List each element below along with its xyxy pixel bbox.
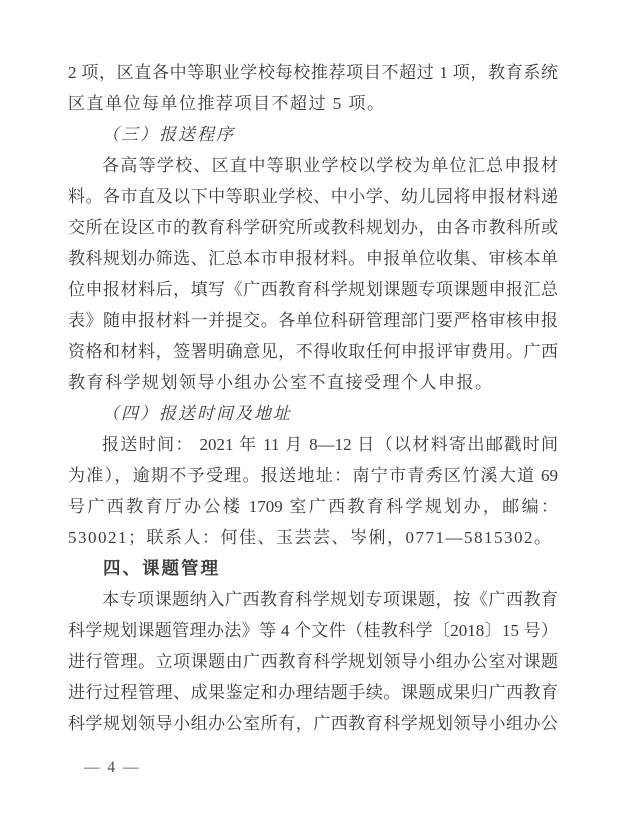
text-line: 2 项，区直各中等职业学校每校推荐项目不超过 1 项，教育系统 — [68, 63, 558, 82]
text-line: 表》随申报材料一并提交。各单位科研管理部门要严格审核申报 — [68, 311, 558, 330]
text-line: 号广西教育厅办公楼 1709 室广西教育科学规划办，邮编： — [68, 497, 558, 516]
document-text-block — [68, 57, 558, 739]
text-line: 教科规划办筛选、汇总本市申报材料。申报单位收集、审核本单 — [68, 249, 558, 268]
text-line: 资格和材料，签署明确意见，不得收取任何申报评审费用。广西 — [68, 342, 558, 361]
page-number: — 4 — — [84, 759, 141, 776]
text-line: 交所在设区市的教育科学研究所或教科规划办，由各市教科所或 — [68, 218, 558, 237]
text-line: 科学规划领导小组办公室所有，广西教育科学规划领导小组办公 — [68, 714, 558, 733]
text-line: 各高等学校、区直中等职业学校以学校为单位汇总申报材 — [102, 156, 558, 175]
text-line: 位申报材料后，填写《广西教育科学规划课题专项课题申报汇总 — [68, 280, 558, 299]
text-line: 料。各市直及以下中等职业学校、中小学、幼儿园将申报材料递 — [68, 187, 558, 206]
section-heading: （四）报送时间及地址 — [102, 404, 292, 423]
text-line: 530021；联系人：何佳、玉芸芸、岑俐，0771—5815302。 — [68, 528, 553, 547]
text-line: 报送时间： 2021 年 11 月 8—12 日（以材料寄出邮戳时间 — [102, 435, 558, 454]
text-line: 为准），逾期不予受理。报送地址：南宁市青秀区竹溪大道 69 — [68, 466, 558, 485]
text-line: 进行管理。立项课题由广西教育科学规划领导小组办公室对课题 — [68, 652, 558, 671]
text-line: 进行过程管理、成果鉴定和办理结题手续。课题成果归广西教育 — [68, 683, 558, 702]
text-line: 教育科学规划领导小组办公室不直接受理个人申报。 — [68, 373, 494, 392]
section-heading: （三）报送程序 — [102, 125, 235, 144]
text-line: 科学规划课题管理办法》等 4 个文件（桂教科学〔2018〕15 号） — [68, 621, 558, 640]
section-heading: 四、课题管理 — [103, 558, 220, 578]
text-line: 区直单位每单位推荐项目不超过 5 项。 — [68, 94, 386, 113]
text-line: 本专项课题纳入广西教育科学规划专项课题，按《广西教育 — [102, 590, 558, 609]
